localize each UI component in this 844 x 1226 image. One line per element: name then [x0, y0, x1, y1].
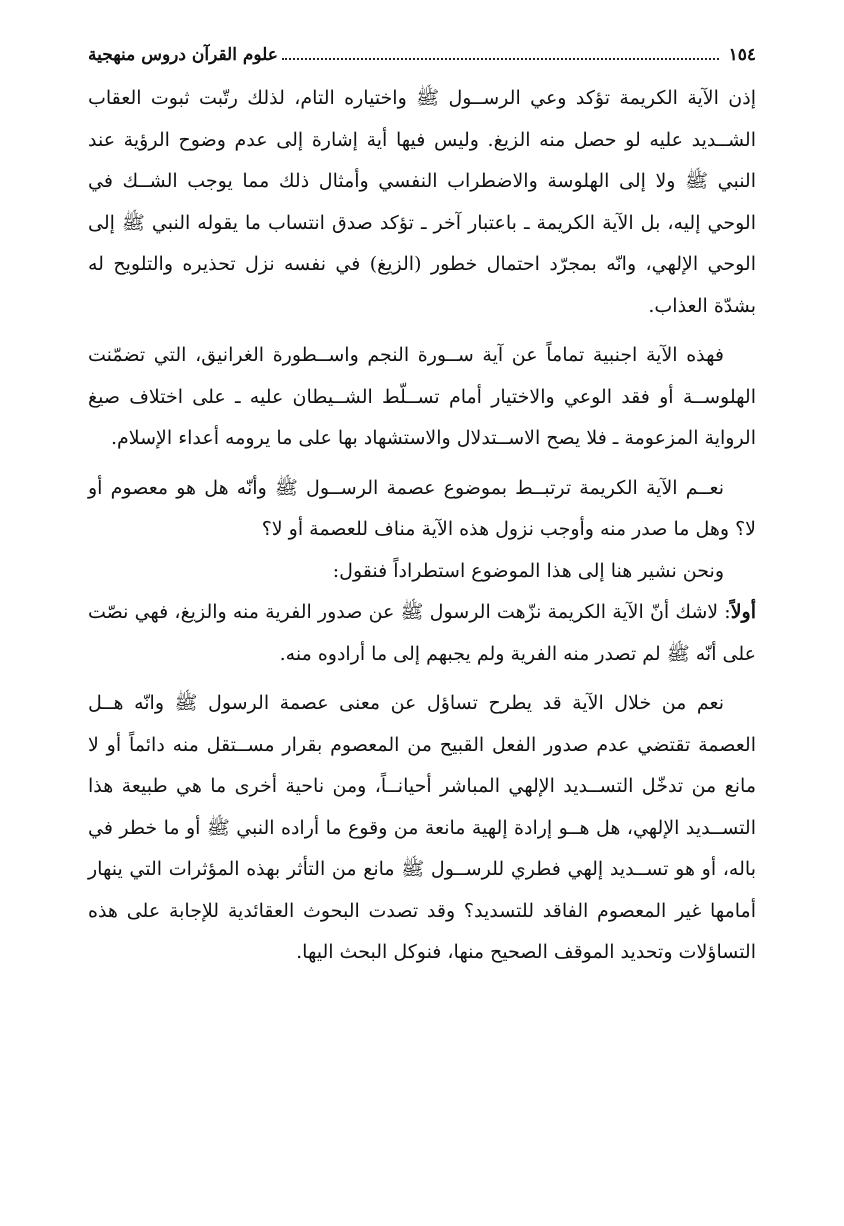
paragraph-5-lead-in: أولاً — [730, 601, 756, 623]
paragraph-3: نعــم الآية الكريمة ترتبــط بموضوع عصمة الرســول ﷺ وأنّه هل هو معصوم أو لا؟ وهل ما صدر منه وأوجب نزول هذه الآية مناف للعصمة أو لا؟ — [88, 476, 756, 540]
paragraph-1: إذن الآية الكريمة تؤكد وعي الرســول ﷺ واختياره التام، لذلك رتّبت ثبوت العقاب الشــديد عليه لو حصل منه الزيغ. وليس فيها أية إشارة إلى عدم وضوح الرؤية عند النبي ﷺ ولا إلى الهلوسة والاضطراب النفسي وأمثال ذلك مما يوجب الشــك في الوحي إليه، بل الآية الكريمة ـ باعتبار آخر ـ تؤكد صدق انتساب ما يقوله النبي ﷺ إلى الوحي الإلهي، وانّه بمجرّد احتمال خطور (الزيغ) في نفسه نزل تحذيره والتلويح له بشدّة العذاب. — [88, 87, 756, 317]
running-header — [88, 30, 756, 64]
page-number: ١٥٤ — [728, 45, 756, 65]
paragraph-4: ونحن نشير هنا إلى هذا الموضوع استطراداً فنقول: — [332, 559, 724, 582]
header-dot-leader — [282, 57, 719, 60]
book-title: علوم القرآن دروس منهجية — [88, 45, 278, 65]
paragraph-6: نعم من خلال الآية قد يطرح تساؤل عن معنى عصمة الرسول ﷺ وانّه هــل العصمة تقتضي عدم صدور الفعل القبيح من المعصوم بقرار مســتقل منه دائماً أو لا مانع من تدخّل التســديد الإلهي المباشر أحيانــاً، ومن ناحية أخرى ما هي طبيعة هذا التســديد الإلهي، هل هــو إرادة إلهية مانعة من وقوع ما أراده النبي ﷺ أو ما خطر في باله، أو هو تســديد إلهي فطري للرســول ﷺ مانع من التأثر بهذه المؤثرات التي ينهار أمامها غير المعصوم الفاقد للتسديد؟ وقد تصدت البحوث العقائدية للإجابة على هذه التساؤلات وتحديد الموقف الصحيح منها، فنوكل البحث اليها. — [88, 692, 756, 963]
paragraph-2: فهذه الآية اجنبية تماماً عن آية ســورة النجم واســطورة الغرانيق، التي تضمّنت الهلوســة أو فقد الوعي والاختيار أمام تســلّط الشــيطان عليه ـ على اختلاف صيغ الرواية المزعومة ـ فلا يصح الاســتدلال والاستشهاد بها على ما يرومه أعداء الإسلام. — [88, 344, 756, 449]
paragraph-5 — [88, 592, 756, 675]
body-text — [88, 78, 756, 982]
paragraph-5-text: : لاشك أنّ الآية الكريمة نزّهت الرسول ﷺ عن صدور الفرية منه والزيغ، فهي نصّت على أنّه ﷺ لم تصدر منه الفرية ولم يجبهم إلى ما أرادوه منه. — [88, 601, 756, 665]
